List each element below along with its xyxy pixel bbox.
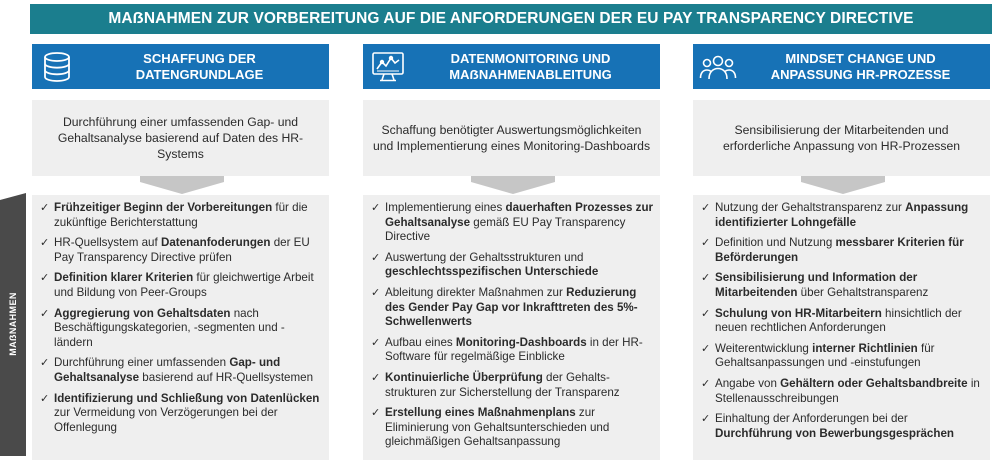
list-item xyxy=(701,342,984,371)
checkmark-icon: ✓ xyxy=(371,336,381,349)
checkmark-icon: ✓ xyxy=(40,357,50,370)
list-item-text: der Gehalts-strukturen zur Sicherstellung der Transparenz xyxy=(385,370,620,399)
chevron-down-icon xyxy=(140,176,224,194)
list-item-text: der EU Pay Transparency Directive prüfen xyxy=(54,236,310,264)
list-item xyxy=(40,307,323,351)
database-icon xyxy=(38,48,76,86)
list-item xyxy=(701,236,984,265)
list-item xyxy=(701,201,984,230)
chevron-down-icon xyxy=(471,176,555,194)
column-header xyxy=(32,44,329,89)
column-mindset-change xyxy=(693,44,990,440)
checkmark-icon: ✓ xyxy=(701,307,711,320)
measures-list xyxy=(40,201,323,435)
column-header xyxy=(693,44,990,89)
list-item-text: in der HR-Software für regelmäßige Einblicke xyxy=(385,335,643,364)
list-item xyxy=(40,236,323,265)
list-item-text: messbarer Kriterien für Beförderungen xyxy=(715,236,964,264)
list-item xyxy=(40,392,323,436)
checkmark-icon: ✓ xyxy=(701,377,711,390)
measures-list-box xyxy=(693,195,990,460)
list-item-text: Aggregierung von Gehaltsdaten xyxy=(54,306,231,320)
list-item-text: für die zukünftige Berichterstattung xyxy=(54,201,308,229)
list-item-text: geschlechtsspezifischen Unterschiede xyxy=(385,265,599,279)
checkmark-icon: ✓ xyxy=(701,413,711,426)
measures-list xyxy=(371,201,654,450)
list-item-text: interner Richtlinien xyxy=(812,341,918,355)
column-summary: Sensibilisierung der Mitarbeitenden und erforderliche Anpassung von HR-Prozessen xyxy=(693,100,990,176)
list-item-text: basierend auf HR-Quellsystemen xyxy=(139,370,314,384)
column-title: DATENMONITORING UND MAẞNAHMENABLEITUNG xyxy=(449,50,612,82)
list-item xyxy=(701,307,984,336)
measures-list xyxy=(701,201,984,441)
measures-list-box xyxy=(363,195,660,460)
list-item-text: Kontinuierliche Überprüfung xyxy=(385,370,543,384)
list-item-text: Ableitung direkter Maßnahmen zur xyxy=(385,285,567,299)
list-item xyxy=(371,201,654,245)
list-item xyxy=(371,286,654,330)
list-item-text: dauerhaften Prozesses zur Gehaltsanalyse xyxy=(385,201,654,229)
checkmark-icon: ✓ xyxy=(701,202,711,214)
list-item-text: Gap- und Gehaltsanalyse xyxy=(54,356,281,384)
column-summary: Durchführung einer umfassenden Gap- und Gehaltsanalyse basierend auf Daten des HR-Systems xyxy=(32,100,329,176)
list-item-text: Durchführung von Bewerbungsgesprächen xyxy=(715,426,954,440)
list-item-text: gemäß EU Pay Transparency Directive xyxy=(385,215,626,244)
list-item-text: Anpassung identifizierter Lohngefälle xyxy=(715,201,969,229)
list-item-text: Auswertung der Gehaltsstrukturen und xyxy=(385,250,584,264)
list-item xyxy=(701,377,984,406)
column-data-monitoring xyxy=(363,44,660,449)
checkmark-icon: ✓ xyxy=(40,392,50,405)
list-item xyxy=(40,271,323,300)
column-data-foundation xyxy=(32,44,329,434)
list-item-text: nach Beschäftigungskategorien, -segmenten und -ländern xyxy=(54,306,285,349)
list-item xyxy=(701,412,984,441)
checkmark-icon: ✓ xyxy=(701,237,711,250)
list-item-text: für Gehaltsanpassungen und -einstufungen xyxy=(715,341,935,370)
list-item-text: Definition klarer Kriterien xyxy=(54,271,194,285)
list-item-text: Identifizierung und Schließung von Datenlücken xyxy=(54,391,320,405)
chevron-down-icon xyxy=(801,176,885,194)
list-item-text: für gleichwertige Arbeit und Bildung von Peer-Groups xyxy=(54,271,314,299)
list-item-text: zur Vermeidung von Verzögerungen bei der Offenlegung xyxy=(54,406,278,434)
list-item-text: Angabe von xyxy=(715,376,781,390)
checkmark-icon: ✓ xyxy=(371,371,381,384)
column-header xyxy=(363,44,660,89)
list-item-text: Erstellung eines Maßnahmenplans xyxy=(385,406,576,420)
list-item-text: Implementierung eines xyxy=(385,201,506,214)
checkmark-icon: ✓ xyxy=(371,251,381,264)
column-title: SCHAFFUNG DER DATENGRUNDLAGE xyxy=(135,50,264,82)
page-title-banner: MAẞNAHMEN ZUR VORBEREITUNG AUF DIE ANFORDERUNGEN DER EU PAY TRANSPARENCY DIRECTIVE xyxy=(30,4,992,34)
checkmark-icon: ✓ xyxy=(40,307,50,320)
list-item xyxy=(371,371,654,400)
list-item-text: Monitoring-Dashboards xyxy=(455,335,587,349)
list-item-text: in Stellenausschreibungen xyxy=(715,376,980,405)
list-item-text: Weiterentwicklung xyxy=(715,341,813,355)
list-item xyxy=(371,406,654,450)
measures-list-box xyxy=(32,195,329,460)
dashboard-monitor-icon xyxy=(369,48,407,86)
list-item-text: Einhaltung der Anforderungen bei der xyxy=(715,412,908,426)
list-item-text: Sensibilisierung und Information der Mitarbeitenden xyxy=(715,271,918,299)
list-item-text: zur Eliminierung von Gehaltsunterschieden und gleichmäßigen Gehaltsanpassung xyxy=(385,406,610,449)
checkmark-icon: ✓ xyxy=(40,237,50,250)
list-item-text: Frühzeitiger Beginn der Vorbereitungen xyxy=(54,201,273,214)
people-group-icon xyxy=(699,48,737,86)
checkmark-icon: ✓ xyxy=(371,286,381,299)
list-item xyxy=(701,271,984,300)
checkmark-icon: ✓ xyxy=(701,342,711,355)
list-item xyxy=(371,251,654,280)
column-summary: Schaffung benötigter Auswertungsmöglichkeiten und Implementierung eines Monitoring-Dashboards xyxy=(363,100,660,176)
list-item xyxy=(40,201,323,230)
list-item xyxy=(40,356,323,385)
checkmark-icon: ✓ xyxy=(40,272,50,285)
measures-side-label: MAẞNAHMEN xyxy=(8,292,18,356)
list-item-text: Datenanfoderungen xyxy=(160,236,271,250)
checkmark-icon: ✓ xyxy=(371,407,381,420)
checkmark-icon: ✓ xyxy=(371,202,381,214)
list-item-text: Aufbau eines xyxy=(385,335,456,349)
list-item-text: hinsichtlich der neuen rechtlichen Anforderungen xyxy=(715,306,962,335)
list-item-text: HR-Quellsystem auf xyxy=(54,236,161,250)
list-item xyxy=(371,336,654,365)
list-item-text: über Gehaltstransparenz xyxy=(797,285,929,299)
checkmark-icon: ✓ xyxy=(40,202,50,214)
list-item-text: Reduzierung des Gender Pay Gap vor Inkrafttreten des 5%-Schwellenwerts xyxy=(385,285,638,329)
list-item-text: Durchführung einer umfassenden xyxy=(54,356,230,370)
list-item-text: Gehältern oder Gehaltsbandbreite xyxy=(780,376,968,390)
list-item-text: Definition und Nutzung xyxy=(715,236,836,250)
checkmark-icon: ✓ xyxy=(701,272,711,285)
list-item-text: Schulung von HR-Mitarbeitern xyxy=(715,306,882,320)
list-item-text: Nutzung der Gehaltstransparenz zur xyxy=(715,201,906,214)
column-title: MINDSET CHANGE UND ANPASSUNG HR-PROZESSE xyxy=(770,50,951,82)
